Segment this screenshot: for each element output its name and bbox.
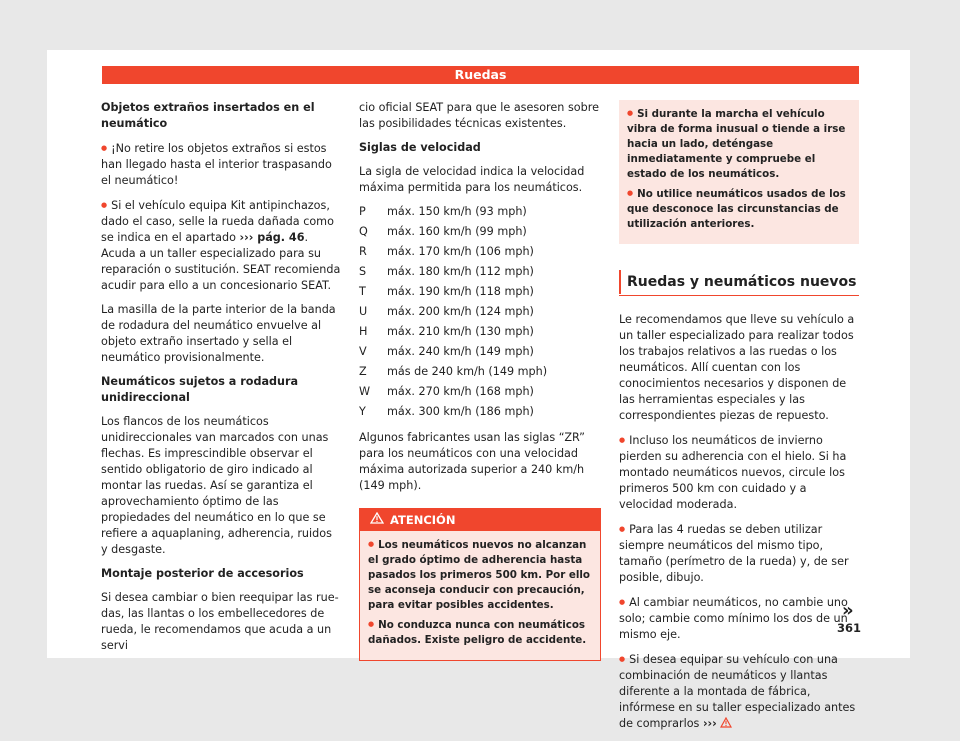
warning-header — [360, 509, 600, 531]
paragraph: La masilla de la parte interior de la banda de rodadura del neumático envuelve al objeto extraño insertado y sella el neumático provisionalmente. — [101, 303, 336, 364]
paragraph: Algunos fabricantes usan las siglas “ZR” para los neumáticos con una velocidad máxima autorizada superior a 240 km/h (149 mph). — [359, 431, 585, 492]
warning-triangle-icon — [720, 717, 732, 733]
section-title — [619, 274, 859, 296]
chapter-header: Ruedas — [102, 66, 859, 84]
bullet-text: Si el vehículo equipa Kit antipinchazos, dado el caso, selle la rueda dañada como se indica en el apartado — [101, 199, 334, 244]
paragraph: La sigla de velocidad indica la velocidad máxima permitida para los neumáticos. — [359, 165, 585, 194]
speed-code: V — [359, 345, 367, 358]
bullet-item: ● Al cambiar neumáticos, no cambie uno solo; cambie como mínimo los dos de un mismo eje. — [619, 594, 859, 643]
continue-arrow: » — [842, 600, 854, 621]
paragraph: Si desea cambiar o bien reequipar las ruedas, las llantas o los embellecedores de rueda, le recomendamos que acuda a un servi — [101, 591, 339, 652]
section-heading: Objetos extraños insertados en el neumático — [101, 101, 315, 130]
speed-value: máx. 180 km/h (112 mph) — [387, 265, 534, 278]
warning-box — [359, 508, 601, 661]
table-row — [359, 362, 547, 382]
section-title-text: Ruedas y neumáticos nuevos — [627, 274, 857, 290]
speed-code: S — [359, 265, 367, 278]
bullet-text: ¡No retire los objetos extraños si estos han llegado hasta el interior traspasando el neumático! — [101, 142, 332, 187]
paragraph: cio oficial SEAT para que le asesoren sobre las posibilidades técnicas existentes. — [359, 101, 599, 130]
speed-value: máx. 270 km/h (168 mph) — [387, 385, 534, 398]
warning-body — [360, 531, 600, 660]
section-heading: Montaje posterior de accesorios — [101, 567, 304, 580]
speed-value: máx. 200 km/h (124 mph) — [387, 305, 534, 318]
warning-bullet: ● Los neumáticos nuevos no alcanzan el grado óptimo de adherencia hasta pasados los primeros 500 km. Por ello se aconseja conducir con precaución, para evitar posibles accidentes. — [368, 537, 592, 613]
warning-bullet: ● No conduzca nunca con neumáticos dañados. Existe peligro de accidente. — [368, 617, 592, 648]
speed-value: máx. 150 km/h (93 mph) — [387, 205, 527, 218]
speed-code: Q — [359, 225, 368, 238]
table-row — [359, 342, 547, 362]
column-3 — [619, 100, 862, 741]
bullet-item: ● Incluso los neumáticos de invierno pierden su adherencia con el hielo. Si ha montado neumáticos nuevos, circule los primeros 500 km con cuidado y a velocidad moderada. — [619, 432, 859, 513]
speed-code: P — [359, 205, 366, 218]
table-row — [359, 202, 547, 222]
speed-code: R — [359, 245, 367, 258]
bullet-text: Si desea equipar su vehículo con una combinación de neumáticos y llantas diferente a la montada de fábrica, infórmese en su taller especializado antes de comprarlos — [619, 653, 856, 730]
speed-code: Z — [359, 365, 367, 378]
speed-value: máx. 240 km/h (149 mph) — [387, 345, 534, 358]
speed-value: máx. 190 km/h (118 mph) — [387, 285, 534, 298]
table-row — [359, 302, 547, 322]
bullet-item — [101, 140, 341, 189]
speed-code: T — [359, 285, 366, 298]
warning-reference-link[interactable]: ››› — [702, 717, 717, 730]
speed-code: U — [359, 305, 368, 318]
paragraph: Los flancos de los neumáticos unidireccionales van marcados con unas flechas. Es imprescindible observar el sentido obligatorio de giro indicado al montar las ruedas. Así se garantiza el aprovechamiento óptimo de las propiedades del neumático en lo que se refiere a aquaplaning, adherencia, ruidos y desgaste. — [101, 415, 332, 556]
warning-bullet: ● No utilice neumáticos usados de los que desconoce las circunstancias de utilización anteriores. — [627, 186, 851, 232]
bullet-item — [619, 651, 859, 733]
speed-code: W — [359, 385, 371, 398]
table-row — [359, 402, 547, 422]
table-row — [359, 282, 547, 302]
column-2 — [359, 100, 601, 661]
table-row — [359, 322, 547, 342]
warning-label: ATENCIÓN — [390, 513, 456, 527]
speed-value: más de 240 km/h (149 mph) — [387, 365, 548, 378]
speed-value: máx. 210 km/h (130 mph) — [387, 325, 534, 338]
speed-code: Y — [359, 405, 366, 418]
paragraph: Le recomendamos que lleve su vehículo a un taller especializado para realizar todos los trabajos relativos a las ruedas o los neumáticos. Allí cuentan con los conocimientos necesarios y disponen de las herramientas especiales y las correspondientes piezas de repuesto. — [619, 313, 855, 422]
warning-bullet: ● Si durante la marcha el vehículo vibra de forma inusual o tiende a irse hacia un lado, deténgase inmediatamente y compruebe el estado de los neumáticos. — [627, 106, 851, 182]
page-number: 361 — [837, 621, 862, 635]
warning-continuation-box — [619, 100, 859, 244]
speed-value: máx. 300 km/h (186 mph) — [387, 405, 534, 418]
column-1 — [101, 100, 341, 662]
table-row — [359, 262, 547, 282]
table-row — [359, 242, 547, 262]
bullet-item: ● Para las 4 ruedas se deben utilizar siempre neumáticos del mismo tipo, tamaño (perímetro de la rueda) y, de ser posible, dibujo. — [619, 521, 859, 586]
section-heading: Neumáticos sujetos a rodadura unidireccional — [101, 375, 299, 404]
speed-code-table — [359, 202, 547, 422]
table-row — [359, 382, 547, 402]
speed-value: máx. 170 km/h (106 mph) — [387, 245, 534, 258]
table-row — [359, 222, 547, 242]
bullet-text: . Acuda a un taller especializado para su reparación o sustitución. SEAT recomienda acudir para ello a un concesionario SEAT. — [101, 231, 341, 292]
warning-triangle-icon — [370, 509, 390, 531]
page-reference-link[interactable]: ››› pág. 46 — [239, 231, 305, 244]
bullet-item — [101, 197, 341, 294]
speed-value: máx. 160 km/h (99 mph) — [387, 225, 527, 238]
section-heading: Siglas de velocidad — [359, 141, 481, 154]
speed-code: H — [359, 325, 368, 338]
